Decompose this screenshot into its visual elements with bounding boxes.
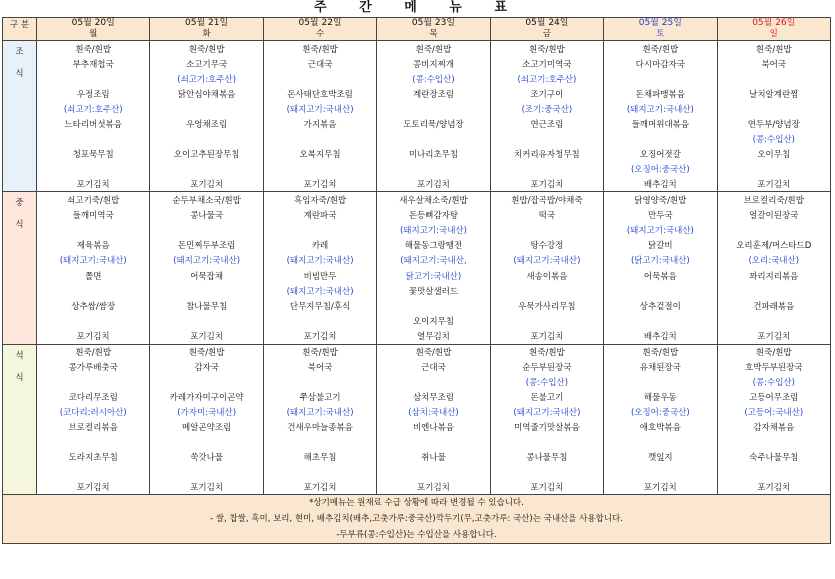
menu-item: 흰죽/흰밥 <box>415 44 452 55</box>
menu-item: 흰죽/흰밥 <box>755 44 792 55</box>
menu-item: 감자채볶음 <box>753 422 795 433</box>
menu-item: 쫄면 <box>84 271 102 282</box>
menu-item: 해물우동 <box>643 393 677 404</box>
menu-item: 만두국 <box>648 210 673 221</box>
menu-item: 흰죽/흰밥 <box>415 348 452 359</box>
menu-item: 포기김치 <box>643 482 677 493</box>
menu-item <box>718 314 830 329</box>
menu-item <box>491 434 603 449</box>
menu-cell <box>150 345 263 495</box>
menu-item: 오징어젓갈 <box>639 149 681 160</box>
menu-item: (돼지고기:국내산) <box>286 104 354 115</box>
menu-item: (돼지고기:국내산) <box>59 256 127 267</box>
menu-item: 북어국 <box>307 363 333 374</box>
menu-item: 배추김치 <box>643 179 677 190</box>
menu-item <box>718 222 830 237</box>
menu-item: 우정조림 <box>76 89 110 100</box>
day-of-week: 목 <box>429 29 438 39</box>
menu-item: 닭안심야채볶음 <box>177 89 236 100</box>
menu-item: 브로컬리죽/흰밥 <box>743 195 804 206</box>
menu-cell <box>263 192 376 345</box>
menu-cell <box>604 192 717 345</box>
menu-item: 삼치무조림 <box>412 393 454 404</box>
menu-item <box>37 434 149 449</box>
menu-item <box>604 434 716 449</box>
menu-item: 건파래볶음 <box>753 302 795 313</box>
menu-item <box>150 434 262 449</box>
menu-item: (가자미:국내산) <box>177 408 237 419</box>
menu-item: 쑥갓나물 <box>190 452 224 463</box>
menu-item: 날치알계란찜 <box>749 89 799 100</box>
menu-item <box>604 131 716 146</box>
menu-item: 꽃맛살샐러드 <box>408 286 459 297</box>
menu-item <box>37 314 149 329</box>
menu-item <box>37 131 149 146</box>
menu-item <box>377 464 489 479</box>
menu-item: 흑임자죽/흰밥 <box>293 195 347 206</box>
menu-item: 꽈리지리볶음 <box>749 271 799 282</box>
menu-cell <box>604 345 717 495</box>
menu-item: 열무김치 <box>417 332 450 343</box>
menu-item: 상추겉절이 <box>639 302 681 313</box>
menu-item: (오리:국내산) <box>748 256 800 267</box>
menu-item <box>491 464 603 479</box>
menu-item <box>718 101 830 116</box>
menu-cell <box>377 345 490 495</box>
notes-row <box>3 495 831 544</box>
menu-item: 새우살채소죽/흰밥 <box>399 195 468 206</box>
menu-item <box>264 464 376 479</box>
menu-item: 흰죽/흰밥 <box>188 348 225 359</box>
menu-item: 얼갈이된장국 <box>749 210 799 221</box>
menu-item: 포기김치 <box>757 332 791 343</box>
menu-item <box>37 71 149 86</box>
day-date: 05월 22일 <box>298 18 342 28</box>
menu-item: 취나물 <box>421 452 446 463</box>
menu-cell <box>717 192 830 345</box>
menu-item: 흰죽/흰밥 <box>529 348 565 359</box>
meal-label <box>3 41 37 192</box>
menu-item: 흰죽/흰밥 <box>302 44 338 55</box>
menu-cell <box>377 192 490 345</box>
menu-item: 어묵잡채 <box>190 271 224 282</box>
menu-item: (돼지고기:국내산) <box>286 408 354 419</box>
menu-item <box>491 161 603 176</box>
day-header <box>377 18 490 41</box>
day-date: 05월 26일 <box>752 18 796 28</box>
menu-item <box>377 101 489 116</box>
menu-item: (조기:중국산) <box>521 104 573 115</box>
day-header <box>263 18 376 41</box>
meal-label-char: 식 <box>15 220 24 230</box>
menu-item: (고등어:국내산) <box>744 408 804 419</box>
menu-item <box>377 298 489 313</box>
menu-item: 포기김치 <box>530 332 564 343</box>
day-date: 05월 24일 <box>525 18 569 28</box>
menu-item <box>264 314 376 329</box>
menu-item: 포기김치 <box>417 482 450 493</box>
day-header <box>150 18 263 41</box>
menu-cell <box>37 41 150 192</box>
menu-item: 흰죽/흰밥 <box>75 348 112 359</box>
menu-item: (돼지고기:국내산) <box>286 286 354 297</box>
menu-item: 콩나물국 <box>190 210 224 221</box>
menu-item: (돼지고기:국내산) <box>626 226 694 236</box>
day-date: 05월 20일 <box>71 18 115 28</box>
menu-item: 포기김치 <box>190 482 224 493</box>
menu-item: 탕수강정 <box>530 241 564 252</box>
menu-item: 흰죽/흰밥 <box>188 44 225 55</box>
menu-cell <box>490 345 603 495</box>
menu-item: 카레가자미구이곤약 <box>169 393 244 404</box>
menu-item <box>718 161 830 176</box>
menu-item: 포기김치 <box>303 332 337 343</box>
menu-item <box>718 71 830 86</box>
menu-item: 소고기미역국 <box>522 59 572 70</box>
menu-item: 닭고기:국내산) <box>405 271 462 282</box>
menu-item: 근대국 <box>307 59 333 70</box>
meal-label <box>3 345 37 495</box>
menu-item: (돼지고기:국내산) <box>173 256 241 267</box>
menu-item: (콩:수입산) <box>525 378 569 389</box>
menu-item: 상추쌈/쌈장 <box>71 302 116 313</box>
menu-item: 새송이볶음 <box>526 271 568 282</box>
note-line: -두부류(콩:수입산)는 수입산을 사용합니다. <box>336 530 497 540</box>
day-of-week: 수 <box>315 29 325 39</box>
menu-item <box>264 434 376 449</box>
menu-item <box>491 314 603 329</box>
menu-item: (코다리:러시아산) <box>59 408 127 419</box>
menu-cell <box>263 41 376 192</box>
menu-item: 연두부/양념장 <box>747 119 800 130</box>
meal-label-char: 조 <box>15 47 24 57</box>
menu-item: (삼치:국내산) <box>408 408 459 419</box>
menu-item: 포기김치 <box>303 482 337 493</box>
menu-item: 쭈삼불고기 <box>299 393 341 404</box>
menu-item: 애호박볶음 <box>639 422 681 433</box>
day-date: 05월 25일 <box>638 18 682 28</box>
note-line: *상기메뉴는 원재료 수급 상황에 따라 변경될 수 있습니다. <box>309 498 524 508</box>
day-of-week: 금 <box>542 29 551 39</box>
menu-cell <box>490 41 603 192</box>
meal-label-char: 식 <box>15 69 24 79</box>
menu-cell <box>490 192 603 345</box>
menu-item <box>718 434 830 449</box>
menu-item: 숙주나물무침 <box>749 452 799 463</box>
menu-cell <box>150 192 263 345</box>
menu-item <box>37 222 149 237</box>
menu-item: 치커리유자청무침 <box>514 149 580 160</box>
menu-item: (돼지고기:국내산) <box>286 256 354 267</box>
header-row <box>3 18 831 41</box>
menu-item: 오리훈제/머스타드D <box>736 241 812 252</box>
menu-item: 도라지초무침 <box>68 452 118 463</box>
menu-item: 흰죽/흰밥 <box>755 348 792 359</box>
menu-item <box>604 314 716 329</box>
menu-item <box>150 314 262 329</box>
notes-box <box>3 495 831 544</box>
menu-item <box>37 161 149 176</box>
menu-item: 오이무침 <box>757 149 791 160</box>
menu-item: 부추재첩국 <box>72 59 114 70</box>
menu-item: 포기김치 <box>530 482 564 493</box>
menu-item: (돼지고기:국내산) <box>513 256 581 267</box>
menu-item <box>491 283 603 298</box>
menu-item: 돈등뼈감자탕 <box>408 210 459 221</box>
weekly-menu-table <box>2 17 831 544</box>
menu-item: (콩:수입산) <box>752 378 795 389</box>
menu-item <box>264 222 376 237</box>
menu-item: 순두부채소국/흰밥 <box>172 195 241 206</box>
menu-item: (쇠고기:호주산) <box>517 74 577 85</box>
menu-item: 포기김치 <box>757 179 791 190</box>
menu-item: 브로컬리볶음 <box>68 422 118 433</box>
menu-item: 흰죽/흰밥 <box>75 44 112 55</box>
menu-item: 호박두부된장국 <box>745 363 803 374</box>
menu-item: 포기김치 <box>76 179 110 190</box>
menu-item: 우묵가사리무침 <box>518 302 576 313</box>
menu-cell <box>377 41 490 192</box>
menu-item: 들깨머위대볶음 <box>631 119 690 130</box>
menu-item: 해초무침 <box>303 452 337 463</box>
menu-item: 참나물무침 <box>186 302 228 313</box>
menu-item: 건새우마늘종볶음 <box>287 422 353 433</box>
menu-item: 콩가루배춧국 <box>68 363 118 374</box>
menu-cell <box>604 41 717 192</box>
day-header <box>490 18 603 41</box>
meal-row <box>3 41 831 192</box>
day-header-saturday <box>604 18 717 41</box>
menu-item: 감자국 <box>194 363 219 374</box>
day-of-week: 월 <box>89 29 98 39</box>
menu-item: 비빔만두 <box>303 271 337 282</box>
menu-item: 단무지무침/후식 <box>289 302 351 313</box>
day-of-week: 화 <box>202 29 211 39</box>
page-title: 주 간 메 뉴 표 <box>314 0 521 15</box>
menu-item: 콩나물무침 <box>526 452 568 463</box>
menu-item: 포기김치 <box>530 179 564 190</box>
menu-item: 북어국 <box>761 59 787 70</box>
menu-item: (오징어:중국산) <box>630 164 690 175</box>
menu-item: 가지볶음 <box>303 119 337 130</box>
day-of-week: 토 <box>656 29 665 39</box>
menu-item: 포기김치 <box>303 179 337 190</box>
menu-item: 포기김치 <box>757 482 791 493</box>
menu-item: 우엉채조림 <box>186 119 228 130</box>
menu-item <box>491 222 603 237</box>
menu-item <box>150 101 262 116</box>
menu-item: 조기구이 <box>530 89 564 100</box>
menu-cell <box>717 345 830 495</box>
menu-item: (오징어:중국산) <box>630 408 690 419</box>
menu-item: 들깨미역국 <box>72 210 114 221</box>
menu-item: (쇠고기:호주산) <box>177 74 237 85</box>
meal-label <box>3 192 37 345</box>
menu-item: (쇠고기:호주산) <box>63 104 123 115</box>
menu-item <box>377 434 489 449</box>
menu-item: (닭고기:국내산) <box>630 256 690 267</box>
menu-item: 다시마감자국 <box>635 59 685 70</box>
note-line: - 쌀, 찹쌀, 흑미, 보리, 현미, 배추김치(배추,고춧가루:중국산)깍두기(무,고춧가루: 국산)는 국내산을 사용합니다. <box>210 514 623 524</box>
menu-item: 포기김치 <box>190 332 224 343</box>
menu-item <box>264 131 376 146</box>
menu-item: 포기김치 <box>76 332 110 343</box>
menu-item <box>37 283 149 298</box>
menu-cell <box>150 41 263 192</box>
menu-item <box>150 375 262 390</box>
menu-item: 고등어무조림 <box>749 393 799 404</box>
meal-row <box>3 192 831 345</box>
menu-item <box>377 131 489 146</box>
meal-label-char: 석 <box>15 351 24 361</box>
menu-item: 돈불고기 <box>530 393 564 404</box>
day-header <box>37 18 150 41</box>
menu-item: 코다리무조림 <box>68 393 118 404</box>
menu-item <box>604 464 716 479</box>
menu-item <box>37 464 149 479</box>
menu-item <box>718 283 830 298</box>
menu-cell <box>263 345 376 495</box>
menu-item <box>604 283 716 298</box>
menu-cell <box>37 345 150 495</box>
menu-item: 포기김치 <box>417 179 450 190</box>
day-of-week: 일 <box>769 29 778 39</box>
menu-item: 오이고추된장무침 <box>173 149 240 160</box>
meal-label-char: 중 <box>15 198 24 208</box>
menu-item: 도토리묵/양념장 <box>403 119 464 130</box>
menu-item: 카레 <box>311 241 329 252</box>
menu-item: 메알곤약조림 <box>181 422 232 433</box>
menu-item: 닭갈비 <box>648 241 673 252</box>
menu-item: (돼지고기:국내산) <box>399 226 467 236</box>
menu-cell <box>717 41 830 192</box>
menu-item <box>264 71 376 86</box>
menu-item: (돼지고기:국내산) <box>513 408 581 419</box>
menu-item <box>150 464 262 479</box>
menu-item: 소고기무국 <box>186 59 228 70</box>
menu-item: 흰죽/흰밥 <box>529 44 565 55</box>
menu-item: 떡국 <box>538 210 556 221</box>
menu-item: 흰밥/잡곡밥/야채죽 <box>511 195 583 206</box>
menu-item: 흰죽/흰밥 <box>642 44 679 55</box>
menu-item: 흰죽/흰밥 <box>642 348 679 359</box>
menu-item: 오복지무침 <box>299 149 341 160</box>
menu-item: 포기김치 <box>190 179 224 190</box>
menu-item <box>604 375 716 390</box>
menu-item <box>150 222 262 237</box>
menu-item: 쇠고기죽/흰밥 <box>67 195 120 206</box>
menu-item <box>264 375 376 390</box>
menu-item <box>264 161 376 176</box>
menu-item: 미역줄기맛살볶음 <box>514 422 580 433</box>
menu-item: 비엔나볶음 <box>412 422 454 433</box>
menu-item: 해물동그랑땡전 <box>404 241 463 252</box>
menu-item: 돈민찌두부조림 <box>177 241 236 252</box>
menu-item: 닭영양죽/흰밥 <box>634 195 687 206</box>
menu-item: 근대국 <box>421 363 446 374</box>
menu-item: 배추김치 <box>643 332 677 343</box>
menu-item <box>491 131 603 146</box>
menu-item: 어묵볶음 <box>643 271 677 282</box>
menu-item <box>37 375 149 390</box>
menu-item: 돈채파맹볶음 <box>635 89 685 100</box>
menu-item: 오이지무침 <box>412 317 454 328</box>
gubun-header: 구 분 <box>3 18 37 41</box>
day-date: 05월 21일 <box>185 18 229 28</box>
menu-item <box>150 131 262 146</box>
menu-item: 포기김치 <box>76 482 110 493</box>
menu-item: 돈사태단호박조림 <box>287 89 353 100</box>
menu-item: 깻잎지 <box>648 452 673 463</box>
menu-item: 순두부된장국 <box>522 363 572 374</box>
menu-item: 유채된장국 <box>639 363 681 374</box>
menu-item <box>150 161 262 176</box>
menu-item: (돼지고기:국내산, <box>400 256 467 267</box>
meal-label-char: 식 <box>15 373 24 383</box>
meal-row <box>3 345 831 495</box>
menu-item: 미나리초무침 <box>408 149 459 160</box>
menu-item <box>377 161 489 176</box>
menu-item <box>604 71 716 86</box>
menu-item <box>150 283 262 298</box>
menu-item: 청포묵무침 <box>72 149 114 160</box>
menu-item: (콩:수입산) <box>412 74 455 85</box>
menu-cell <box>37 192 150 345</box>
menu-item: 느타리버섯볶음 <box>64 119 122 130</box>
menu-item: 계란파국 <box>303 210 337 221</box>
menu-item <box>718 464 830 479</box>
menu-item: 연근조림 <box>530 119 564 130</box>
menu-item: 제육볶음 <box>76 241 110 252</box>
day-header-sunday <box>717 18 830 41</box>
day-date: 05월 23일 <box>411 18 456 28</box>
menu-item: 흰죽/흰밥 <box>302 348 338 359</box>
menu-item: 콩비지찌개 <box>412 59 454 70</box>
menu-item <box>377 375 489 390</box>
menu-item: 계란장조림 <box>412 89 454 100</box>
menu-item: (콩:수입산) <box>752 134 795 145</box>
menu-item: (돼지고기:국내산) <box>626 104 694 115</box>
